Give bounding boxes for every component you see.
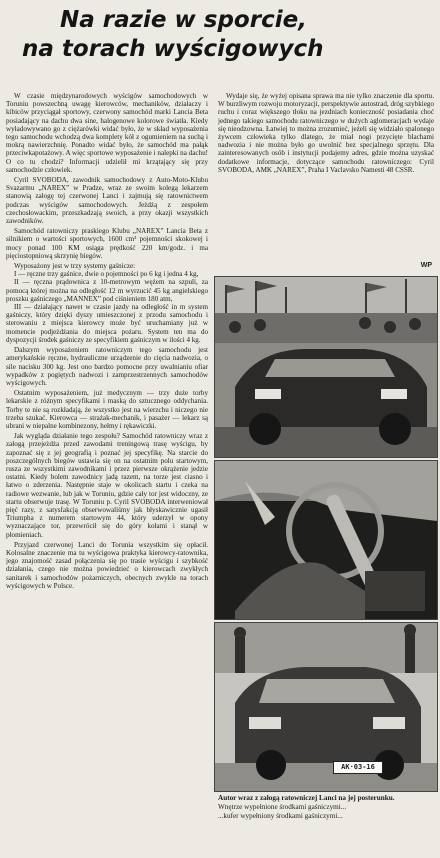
photo-car-interior [214, 460, 438, 620]
paragraph: Samochód ratowniczy praskiego Klubu „NAREX” Lancia Beta z silnikiem o wartości sportowych, 1600 cm³ pojemności skokowej i mocy ponad 100 KM osiąga prędkość 220 km/godz. i ma pięciostopniową skrzynię biegów. [6, 227, 208, 260]
license-plate: AK·03-16 [333, 761, 383, 774]
paragraph: W czasie międzynarodowych wyścigów samochodowych w Toruniu powszechną uwagę kierowców, mechaników, działaczy i kibiców przyciągał sportowy, czerwony samochód marki Lancia Beta posiadający na dachu dwa sine, halogenowe kolorowe światła. Kiedy wyładowywano go z ciężarówki widać było, że w skład wyposażenia tego samochodu wchodzą dwa komplety kół z ogumieniem na suchą i mokrą nawierzchnię. Ponadto widać było, że samochód ma pałąk przeciwkapotażowy. A więc sportowe wyposażenie i nalepki na dachu! O co tu chodzi? Informacji udzielił mi krzątający się przy samochodzie człowiek. [6, 92, 208, 174]
headline [14, 6, 426, 64]
paragraph: Przyjazd czerwonej Lanci do Torunia wszystkim się opłacił. Kolosalne znaczenie ma tu wyścigowa praktyka kierowcy-ratownika, jego znajomość zasad połączenia się po trasie wyścigu i szybkość działania, czego nie można powiedzieć o kierowcach zwykłych sanitarek i samochodów pożarniczych, obecnych zwykle na torach wyścigowych w Polsce. [6, 540, 208, 590]
author-signature: WP [420, 262, 432, 269]
headline-line-2: na torach wyścigowych [22, 36, 324, 62]
paragraph: Wyposażony jest w trzy systemy gaśnicze: [14, 262, 136, 271]
paragraph: Ostatnim wyposażeniem, już medycznym — trzy duże torby lekarskie z różnym specyfikami i maską do sztucznego oddychania. Torby te nie są rozkładają, że wszystko jest na wierzchu i niczego nie trzeba szukać. Kierowca — strażak-mechanik, i pasażer — lekarz są ubrani w niepalne kombinezony, hełmy i rękawiczki. [6, 389, 208, 430]
caption-line-2: Wnętrze wypełnione środkami gaśniczymi... [218, 803, 347, 811]
paragraph: I — ręczne trzy gaśnice, dwie o pojemności po 6 kg i jedna 4 kg, [14, 270, 199, 279]
photo-rescue-lancia [214, 622, 438, 792]
paragraph: III — działający nawet w czasie jazdy na odległość in m system gaśniczy, który dzięki dyszy umieszczonej z przodu samochodu i sterowaniu z miejsca kierowcy może być uruchamiany już w momencie podjeżdżania do miejsca pożaru. System ten ma do dyspozycji środek gaśniczy ze specyfikiem gaśniczym w ilości 4 kg. [6, 303, 208, 344]
photo-race-cars [214, 276, 438, 458]
paragraph: II — ręczna prądownica z 10-metrowym wężem na szpuli, za pomocą której można na odległość 12 m wyrzucić 45 kg angielskiego proszku gaśniczego „MANNEX” pod ciśnieniem 180 atm, [6, 278, 208, 303]
paragraph: Wydaje się, że wyżej opisana sprawa ma nie tylko znaczenie dla sportu. W burzliwym rozwoju motoryzacji, perspektywie autostrad, dróg szybkiego ruchu i coraz większego tłoku na jezdniach konieczność posiadania choć jednego takiego samochodu ratowniczego w dużych aglomeracjach wydaje się nieodzowna. Łatwiej to można zrozumieć, jeżeli się widziało spalonego żywcem człowieka tylko dlatego, że miał nogi przycięte blachami nadwozia i nie można było go uwolnić bez specjalnego sprzętu. Dla zainteresowanych osób i instytucji podajemy adres, gdzie można uzyskać dodatkowe informacje, dotyczące samochodu ratowniczego: Cyril SVOBODA, AMK „NAREX”, Praha I Vaclavsko Namesti 48 CSSR. [218, 92, 434, 174]
paragraph: Dalszym wyposażeniem ratowniczym tego samochodu jest amerykańskie ręczne, hydrauliczne urządzenie do cięcia nadwozia, o sile nacisku 300 kg. Jest ono bardzo pomocne przy uwalnianiu ofiar wypadków z pogiętych nadwozi i zamprzestrzennych samochodów wyścigowych. [6, 346, 208, 387]
paragraph: Cyril SVOBODA, zawodnik samochodowy z Auto-Moto-Klubu Svazarmu „NAREX” w Pradze, wraz ze swoim kolegą lekarzem stanowią załogę tej czerwonej Lanci i zajmują się ratownictwem podczas wyścigów samochodowych. Jeżdżą z zespołem czechosłowackim, przeszkadzają swoich, a przy okazji wszystkich zawodników. [6, 176, 208, 226]
caption-line-3: ...kufer wypełniony środkami gaśniczymi... [218, 812, 343, 820]
caption-line-1: Autor wraz z załogą ratowniczej Lanci na jej posterunku. [218, 794, 395, 802]
paragraph: Jak wygląda działanie tego zespołu? Samochód ratowniczy wraz z załogą przejeżdża przed zawodami treningową trasę wyścigu, by zapoznać się z jej geografią i poznać jej specyfikę. Na starcie do poszczególnych biegów ustawia się on na ostatnim polu startowym, rusza ze wszystkimi zawodnikami i przez pierwsze okrążenie jedzie ostatni. Kiedy bolem zawodnicy jadą razem, na torze jest ciasno i łatwo o zderzenia. Następnie staje w okolicach startu i czeka na radiowe wezwanie, lub jak w Toruniu, gdzie cały tor jest widoczny, ze startu obserwuje trasę. W Toruniu p. Cyril SVOBODA interweniował pięć razy, z satysfakcją obserwowaliśmy jak błyskawicznie ugasił Triumpha z numerem startowym 44, który uderzył w opony wyznaczające tor, przewrócił się do góry kołami i stanął w płomieniach. [6, 432, 208, 539]
headline-line-1: Na razie w sporcie, [60, 7, 307, 33]
left-article-column [6, 92, 208, 854]
photo-caption [218, 794, 432, 821]
right-article-column [218, 92, 434, 272]
